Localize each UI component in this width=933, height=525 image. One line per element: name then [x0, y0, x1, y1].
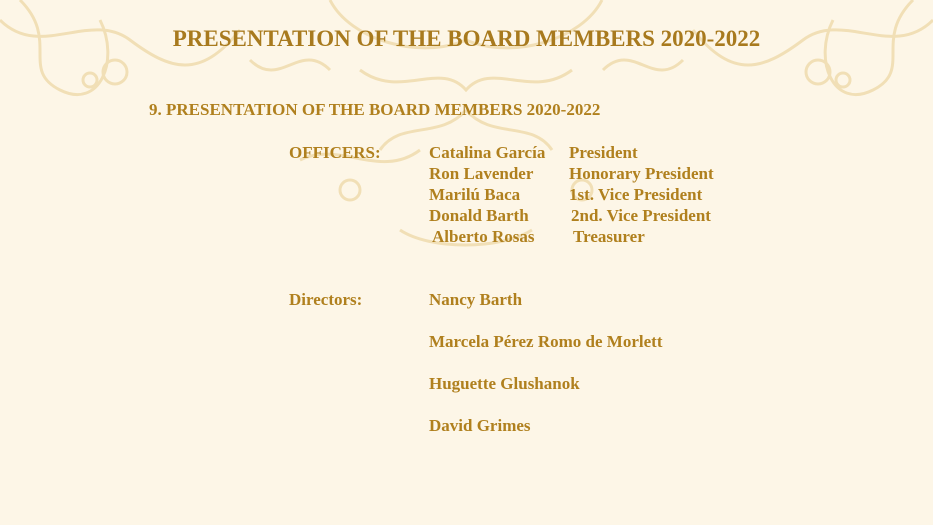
director-name: Huguette Glushanok — [429, 374, 580, 393]
officer-name: Ron Lavender — [429, 164, 534, 183]
page-title: PRESENTATION OF THE BOARD MEMBERS 2020-2022 — [172, 26, 761, 51]
officer-role: 1st. Vice President — [569, 185, 703, 204]
officer-role: 2nd. Vice President — [571, 206, 711, 225]
section-heading: 9. PRESENTATION OF THE BOARD MEMBERS 2020-2022 — [149, 100, 601, 119]
officer-role: Honorary President — [569, 164, 714, 183]
director-name: David Grimes — [429, 416, 531, 435]
officers-label: OFFICERS: — [289, 143, 381, 162]
director-name: Marcela Pérez Romo de Morlett — [429, 332, 663, 351]
officer-role: President — [569, 143, 638, 162]
officer-name: Catalina García — [429, 143, 546, 162]
director-name: Nancy Barth — [429, 290, 523, 309]
officer-role: Treasurer — [573, 227, 645, 246]
officer-name: Donald Barth — [429, 206, 529, 225]
officer-name: Alberto Rosas — [432, 227, 535, 246]
directors-label: Directors: — [289, 290, 363, 309]
officer-name: Marilú Baca — [429, 185, 521, 204]
